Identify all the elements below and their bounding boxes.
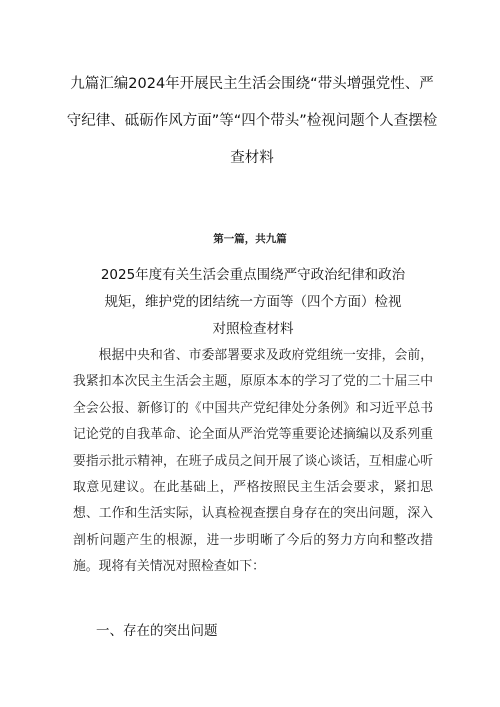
section-heading: 一、存在的突出问题 <box>96 623 218 639</box>
body-paragraph: 根据中央和省、市委部署要求及政府党组统一安排，会前，我紧扣本次民主生活会主题，原原本本的学习了党的二十届三中全会公报、新修订的《中国共产党纪律处分条例》和习近平总书记论党的自我革命、论全面从严治党等重要论述摘编以及系列重要指示批示精神，在班子成员之间开展了谈心谈话，互相虚心听取意见建议。在此基础上，严格按照民主生活会要求，紧扣思想、工作和生活实际，认真检视查摆自身存在的突出问题，深入剖析问题产生的根源，进一步明晰了今后的努力方向和整改措施。现将有关情况对照检查如下： <box>73 348 433 575</box>
document-subtitle: 2025年度有关生活会重点围绕严守政治纪律和政治规矩，维护党的团结统一方面等（四个方面）检视对照检查材料 <box>100 267 406 337</box>
part-label: 第一篇，共九篇 <box>213 233 287 245</box>
document-title: 九篇汇编2024年开展民主生活会围绕“带头增强党性、严守纪律、砥砺作风方面”等“四个带头”检视问题个人查摆检查材料 <box>66 76 438 166</box>
